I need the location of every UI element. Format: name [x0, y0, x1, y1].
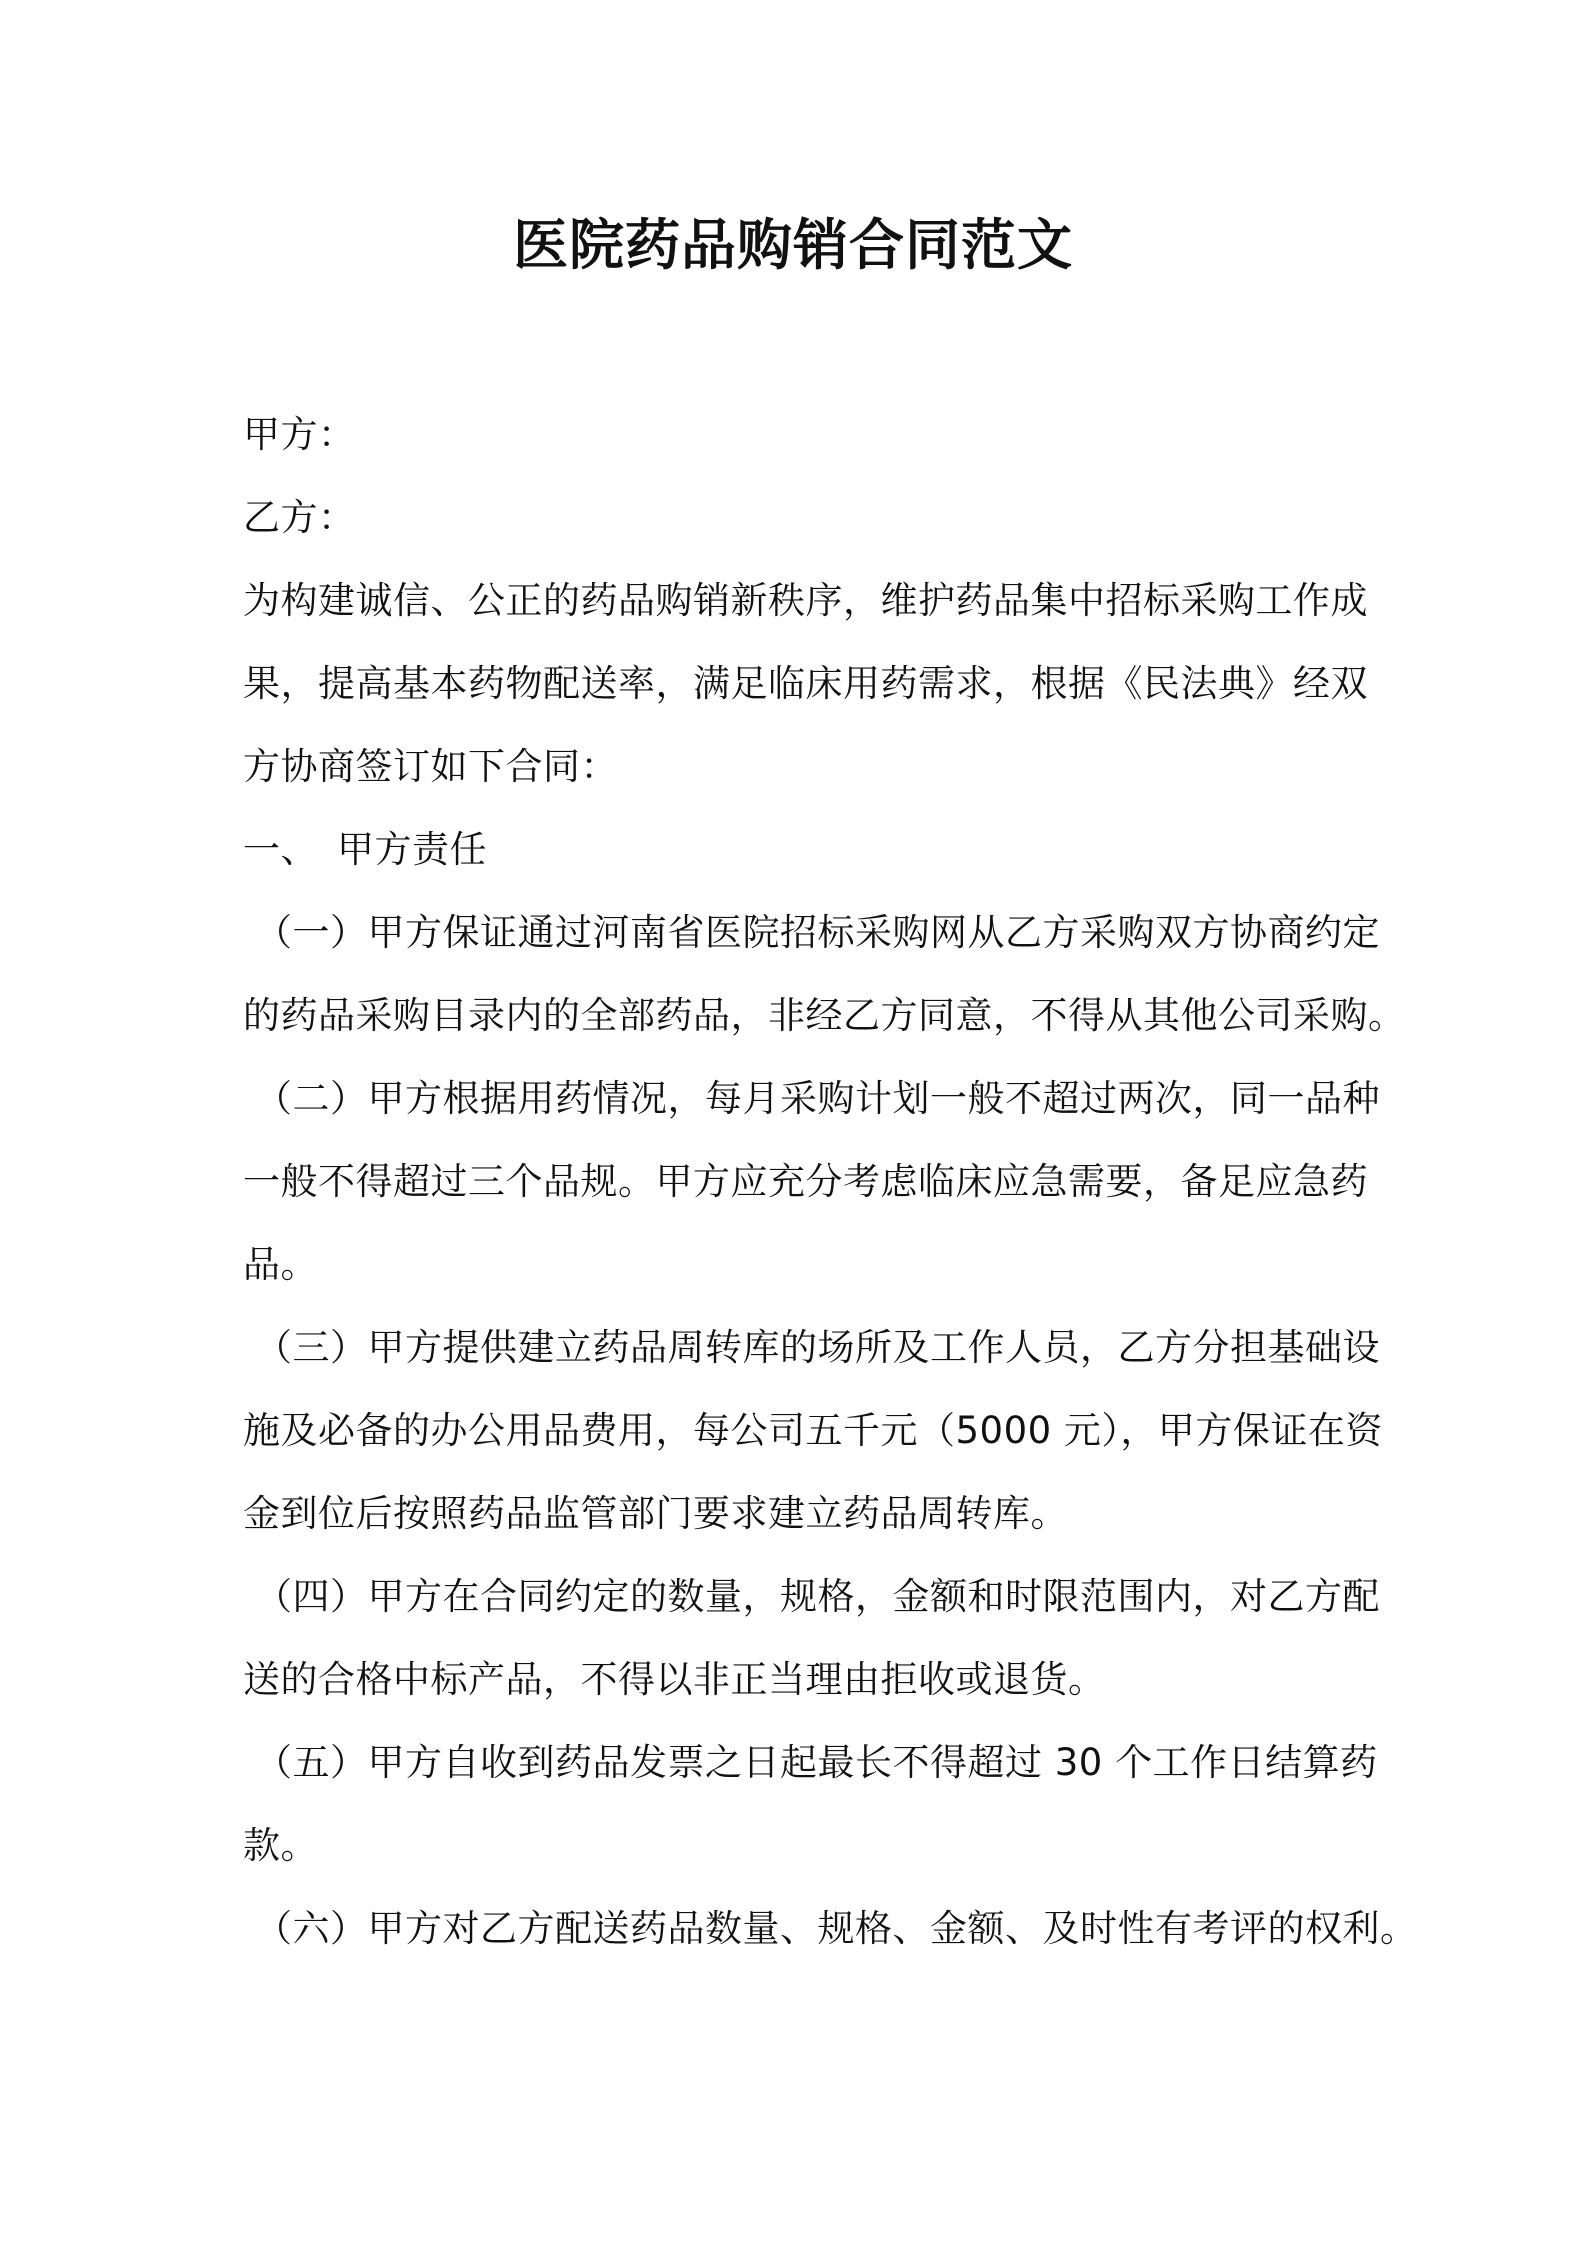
- section-heading: 一、 甲方责任: [243, 828, 487, 871]
- clause-5-line-2: 款。: [243, 1824, 318, 1867]
- clause-3-line-2: 施及必备的办公用品费用，每公司五千元（5000 元），甲方保证在资: [243, 1409, 1383, 1452]
- document-title: 医院药品购销合同范文: [512, 213, 1073, 277]
- clause-5-line-1: （五）甲方自收到药品发票之日起最长不得超过 30 个工作日结算药: [255, 1741, 1378, 1784]
- clause-2-line-1: （二）甲方根据用药情况，每月采购计划一般不超过两次，同一品种: [255, 1077, 1380, 1120]
- clause-1-line-2: 的药品采购目录内的全部药品，非经乙方同意，不得从其他公司采购。: [243, 994, 1406, 1037]
- clause-4-line-1: （四）甲方在合同约定的数量，规格，金额和时限范围内，对乙方配: [255, 1575, 1380, 1618]
- clause-2-line-2: 一般不得超过三个品规。甲方应充分考虑临床应急需要，备足应急药: [243, 1160, 1368, 1203]
- clause-3-line-3: 金到位后按照药品监管部门要求建立药品周转库。: [243, 1492, 1068, 1535]
- clause-3-line-1: （三）甲方提供建立药品周转库的场所及工作人员，乙方分担基础设: [255, 1326, 1380, 1369]
- clause-6-line-1: （六）甲方对乙方配送药品数量、规格、金额、及时性有考评的权利。: [255, 1907, 1418, 1950]
- clause-2-line-3: 品。: [243, 1243, 318, 1286]
- clause-1-line-1: （一）甲方保证通过河南省医院招标采购网从乙方采购双方协商约定: [255, 911, 1380, 954]
- party-a-line: 甲方：: [243, 413, 356, 456]
- preamble-line-2: 果，提高基本药物配送率，满足临床用药需求，根据《民法典》经双: [243, 662, 1368, 705]
- preamble-line-3: 方协商签订如下合同：: [243, 745, 618, 788]
- preamble-line-1: 为构建诚信、公正的药品购销新秩序，维护药品集中招标采购工作成: [243, 579, 1368, 622]
- clause-4-line-2: 送的合格中标产品，不得以非正当理由拒收或退货。: [243, 1658, 1106, 1701]
- party-b-line: 乙方：: [243, 496, 356, 539]
